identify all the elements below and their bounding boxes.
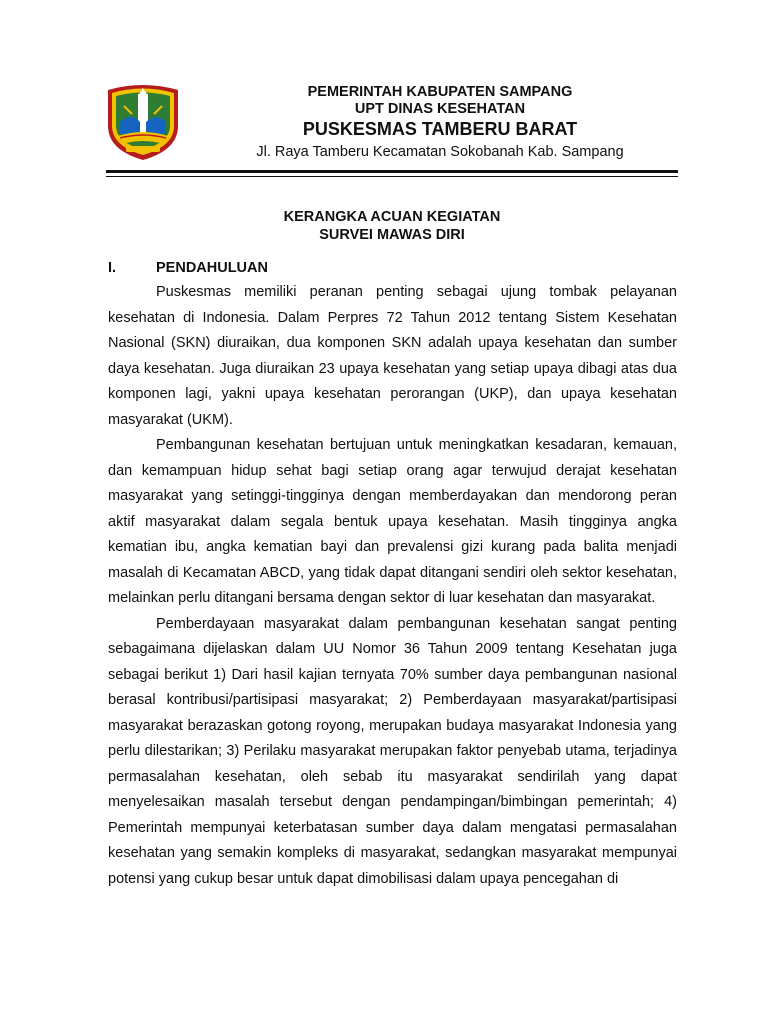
paragraph: Pemberdayaan masyarakat dalam pembangunan kesehatan sangat penting sebagaimana dijelaskan dalam UU Nomor 36 Tahun 2009 tentang Kesehatan juga sebagai berikut 1) Dari hasil kajian ternyata 70% sumber daya pembangunan nasional berasal kontribusi/partisipasi masyarakat; 2) Pemberdayaan masyarakat/partisipasi masyarakat berazaskan gotong royong, merupakan budaya masyarakat Indonesia yang perlu dilestarikan; 3) Perilaku masyarakat merupakan faktor penyebab utama, terjadinya permasalahan kesehatan, oleh sebab itu masyarakat sendirilah yang dapat menyelesaikan masalah tersebut dengan pendampingan/bimbingan pemerintah; 4) Pemerintah mempunyai keterbatasan sumber daya dalam mengatasi permasalahan kesehatan yang semakin kompleks di masyarakat, sedangkan masyarakat mempunyai potensi yang cukup besar untuk dapat dimobilisasi dalam upaya pencegahan di [108,615,677,887]
address: Jl. Raya Tamberu Kecamatan Sokobanah Kab. Sampang [256,144,624,160]
section-heading [108,258,268,278]
document-title [106,208,678,244]
paragraph: Pembangunan kesehatan bertujuan untuk meningkatkan kesadaran, kemauan, dan kemampuan hidup sehat bagi setiap orang agar terwujud derajat kesehatan masyarakat yang setinggi-tingginya dengan memberdayakan dan mendorong peran aktif masyarakat dalam segala bentuk upaya kesehatan. Masih tingginya angka kematian ibu, angka kematian bayi dan prevalensi gizi kurang pada balita menjadi masalah di Kecamatan ABCD, yang tidak dapat ditangani sendiri oleh sektor kesehatan, melainkan perlu ditangani bersama dengan sektor di luar kesehatan dan masyarakat. [108,437,677,606]
section-number: I. [108,260,117,276]
institution-name: PUSKESMAS TAMBERU BARAT [302,119,578,139]
title-line-2: SURVEI MAWAS DIRI [319,227,465,243]
section-title: PENDAHULUAN [156,260,268,276]
letterhead-divider-thin [106,176,678,177]
government-name: PEMERINTAH KABUPATEN SAMPANG [307,84,573,100]
letterhead [230,84,650,163]
title-line-1: KERANGKA ACUAN KEGIATAN [283,209,501,225]
regency-crest-icon [104,82,182,162]
letterhead-divider-thick [106,170,678,173]
agency-name: UPT DINAS KESEHATAN [354,101,526,117]
paragraph: Puskesmas memiliki peranan penting sebagai ujung tombak pelayanan kesehatan di Indonesia. Dalam Perpres 72 Tahun 2012 tentang Sistem Kesehatan Nasional (SKN) diuraikan, dua komponen SKN adalah upaya kesehatan dan sumber daya kesehatan. Juga diuraikan 23 upaya kesehatan yang setiap upaya dibagi atas dua komponen lagi, yakni upaya kesehatan perorangan (UKP), dan upaya kesehatan masyarakat (UKM). [108,284,677,428]
body-text [108,280,677,892]
